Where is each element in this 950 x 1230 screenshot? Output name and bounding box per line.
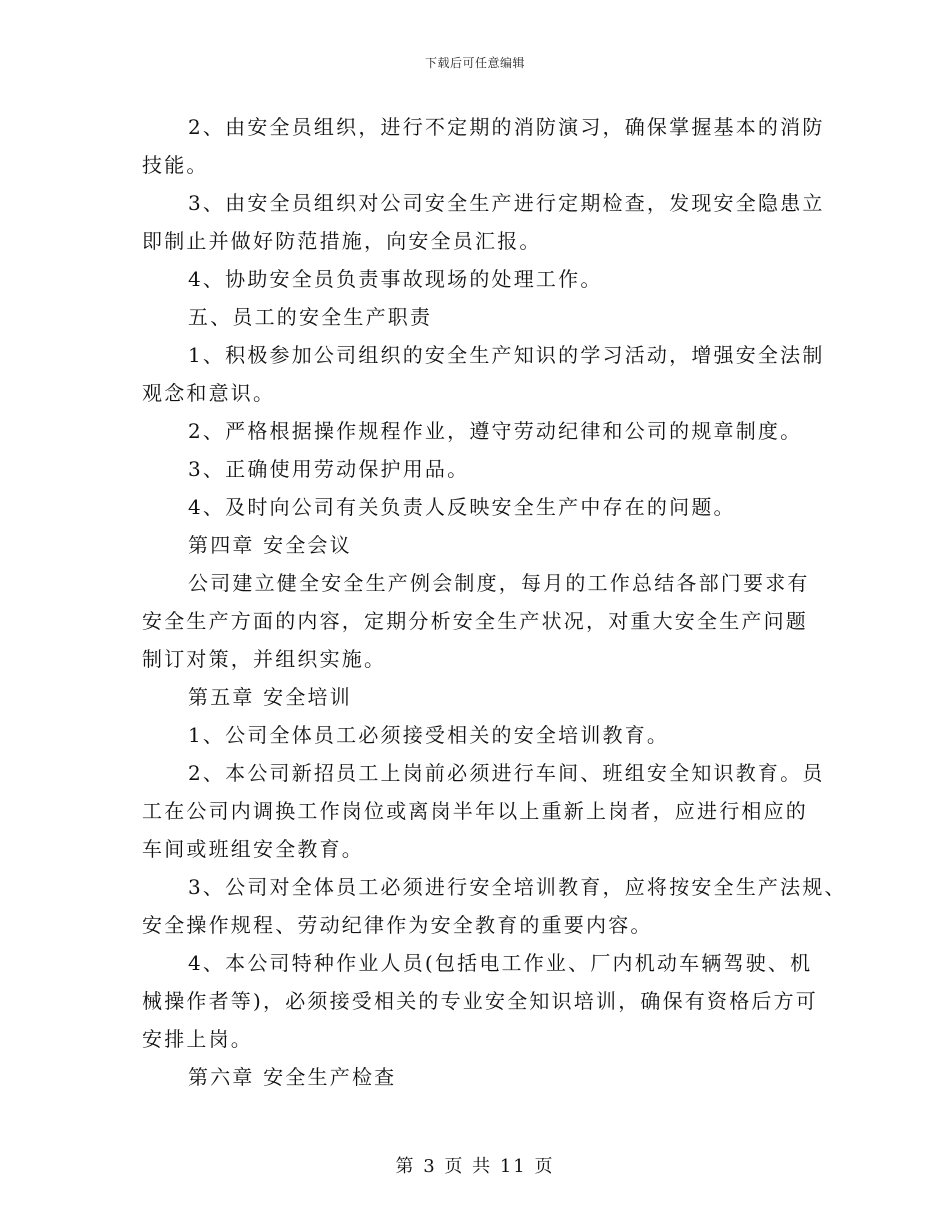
paragraph-line: 械操作者等)，必须接受相关的专业安全知识培训，确保有资格后方可 <box>142 989 819 1013</box>
section-heading: 五、员工的安全生产职责 <box>188 305 433 329</box>
paragraph-line: 公司建立健全安全生产例会制度，每月的工作总结各部门要求有 <box>188 571 810 595</box>
paragraph-line: 3、由安全员组织对公司安全生产进行定期检查，发现安全隐患立 <box>188 191 825 215</box>
chapter-heading: 第五章 安全培训 <box>188 685 352 709</box>
paragraph-line: 2、严格根据操作规程作业，遵守劳动纪律和公司的规章制度。 <box>188 419 803 443</box>
paragraph-line: 1、公司全体员工必须接受相关的安全培训教育。 <box>188 723 670 747</box>
paragraph-line: 安排上岗。 <box>142 1027 253 1051</box>
paragraph-line: 3、正确使用劳动保护用品。 <box>188 457 470 481</box>
paragraph-line: 车间或班组安全教育。 <box>142 837 364 861</box>
paragraph-line: 1、积极参加公司组织的安全生产知识的学习活动，增强安全法制 <box>188 343 825 367</box>
paragraph-line: 3、公司对全体员工必须进行安全培训教育，应将按安全生产法规、 <box>188 875 847 899</box>
paragraph-line: 观念和意识。 <box>142 381 276 405</box>
paragraph-line: 4、本公司特种作业人员(包括电工作业、厂内机动车辆驾驶、机 <box>188 951 813 975</box>
paragraph-line: 安全操作规程、劳动纪律作为安全教育的重要内容。 <box>142 913 653 937</box>
paragraph-line: 技能。 <box>142 153 209 177</box>
paragraph-line: 安全生产方面的内容，定期分析安全生产状况，对重大安全生产问题 <box>142 609 808 633</box>
chapter-heading: 第六章 安全生产检查 <box>188 1065 397 1089</box>
paragraph-line: 2、由安全员组织，进行不定期的消防演习，确保掌握基本的消防 <box>188 115 825 139</box>
document-body <box>142 108 847 1096</box>
chapter-heading: 第四章 安全会议 <box>188 533 352 557</box>
paragraph-line: 4、协助安全员负责事故现场的处理工作。 <box>188 267 603 291</box>
page-header: 下载后可任意编辑 <box>424 56 525 70</box>
paragraph-line: 即制止并做好防范措施，向安全员汇报。 <box>142 229 542 253</box>
paragraph-line: 2、本公司新招员工上岗前必须进行车间、班组安全知识教育。员 <box>188 761 825 785</box>
paragraph-line: 4、及时向公司有关负责人反映安全生产中存在的问题。 <box>188 495 736 519</box>
page-footer: 第 3 页 共 11 页 <box>395 1156 555 1177</box>
paragraph-line: 制订对策，并组织实施。 <box>142 647 387 671</box>
paragraph-line: 工在公司内调换工作岗位或离岗半年以上重新上岗者，应进行相应的 <box>142 799 808 823</box>
